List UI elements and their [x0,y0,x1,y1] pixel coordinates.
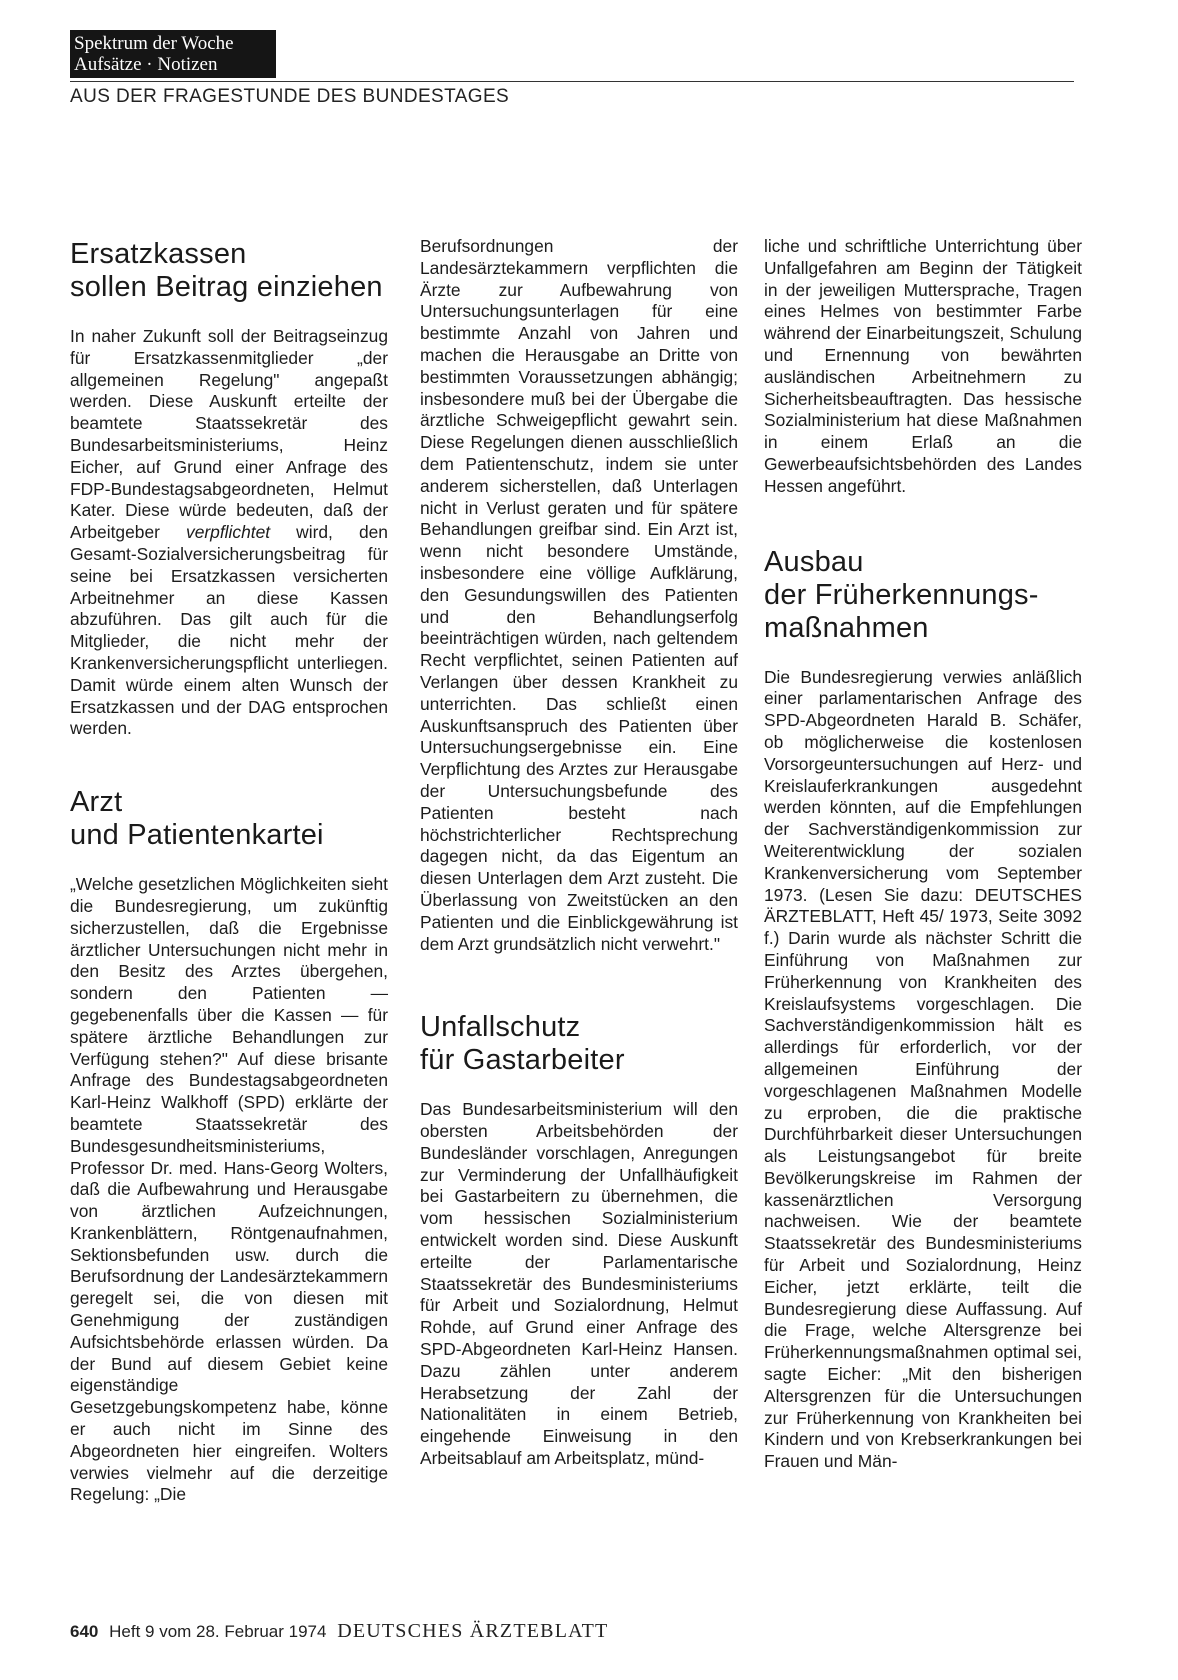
page-number: 640 [70,1622,99,1641]
title-line: Arzt [70,786,123,819]
title-line: Ersatzkassen [70,238,247,270]
page-footer [70,1620,608,1643]
column-3 [764,236,1082,1473]
article-body-ausbau: Die Bundesregierung verwies anläßlich einer parlamentarischen Anfrage des SPD-Abgeordneten Harald B. Schäfer, ob möglicherweise die kostenlosen Vorsorgeuntersuchungen auf Herz- und Kreislauferkrankungen ausgedehnt werden könnten, auf die Empfehlungen der Sachverständigenkommission zur Weiterentwicklung der sozialen Krankenversicherung vom September 1973. (Lesen Sie dazu: DEUTSCHES ÄRZTEBLATT, Heft 45/ 1973, Seite 3092 f.) Darin wurde als nächster Schritt die Einführung von Maßnahmen zur Früherkennung von Krankheiten des Kreislaufsystems vorgeschlagen. Die Sachverständigenkommission hält es allerdings für erforderlich, vor der allgemeinen Einführung der vorgeschlagenen Maßnahmen Modelle zu erproben, die die praktische Durchführbarkeit dieser Untersuchungen als Leistungsangebot für breite Bevölkerungskreise im Rahmen der kassenärztlichen Versorgung nachweisen. Wie der beamtete Staatssekretär des Bundesministeriums für Arbeit und Sozialordnung, Heinz Eicher, jetzt erklärte, teilt die Bundesregierung diese Auffassung. Auf die Frage, welche Altersgrenze bei Früherkennungsmaßnahmen optimal sei, sagte Eicher: „Mit den bisherigen Altersgrenzen für die Untersuchungen zur Früherkennung von Krankheiten bei Kindern und von Krebserkrankungen bei Frauen und Män- [764,666,1082,1472]
title-line: sollen Beitrag einziehen [70,271,383,303]
column-2 [420,236,738,1470]
article-body-arzt-part1: „Welche gesetzlichen Möglichkeiten sieht die Bundesregierung, um zukünftig sicherzustellen, daß die Ergebnisse ärztlicher Untersuchungen nicht mehr in den Besitz des Arztes übergehen, sondern den Patienten — gegebenenfalls über die Kassen — für spätere ärztliche Behandlungen zur Verfügung stehen?" Auf diese brisante Anfrage des Bundestagsabgeordneten Karl-Heinz Walkhoff (SPD) erklärte der beamtete Staatssekretär des Bundesgesundheitsministeriums, Professor Dr. med. Hans-Georg Wolters, daß die Aufbewahrung und Herausgabe von ärztlichen Aufzeichnungen, Krankenblättern, Röntgenaufnahmen, Sektionsbefunden usw. durch die Berufsordnung der Landesärztekammern geregelt sei, die von diesen mit Genehmigung der zuständigen Aufsichtsbehörde erlassen würden. Da der Bund auf diesem Gebiet keine eigenständige Gesetzgebungskompetenz habe, könne er auch nicht im Sinne des Abgeordneten hier eingreifen. Wolters verwies vielmehr auf die derzeitige Regelung: „Die [70,874,388,1505]
article-body-ersatzkassen [70,326,388,740]
article-title-ersatzkassen [70,238,388,304]
section-heading: AUS DER FRAGESTUNDE DES BUNDESTAGES [70,86,510,107]
badge-line-2: Aufsätze · Notizen [74,54,218,75]
title-line: der Früherkennungs- [764,578,1039,611]
article-body-arzt-part2: Berufsordnungen der Landesärztekammern verpflichten die Ärzte zur Aufbewahrung von Untersuchungsunterlagen für eine bestimmte Anzahl von Jahren und machen die Herausgabe an Dritte von bestimmten Voraussetzungen abhängig; insbesondere muß bei der Übergabe die ärztliche Schweigepflicht gewahrt sein. Diese Regelungen dienen ausschließlich dem Patientenschutz, indem sie unter anderem sicherstellen, daß Unterlagen nicht in Verlust geraten und für spätere Behandlungen greifbar sind. Ein Arzt ist, wenn nicht besondere Umstände, insbesondere eine völlige Aufklärung, den Gesundungswillen des Patienten und den Behandlungserfolg beeinträchtigen würden, nach geltendem Recht verpflichtet, seinen Patienten auf Verlangen über dessen Krankheit zu unterrichten. Das schließt einen Auskunftsanspruch des Patienten über Untersuchungsergebnisse ein. Eine Verpflichtung des Arztes zur Herausgabe der Untersuchungsbefunde des Patienten besteht nach höchstrichterlicher Rechtsprechung dagegen nicht, da das Eigentum an diesen Unterlagen dem Arzt zusteht. Die Überlassung von Zweitstücken an den Patienten und die Einblickgewährung ist dem Arzt grundsätzlich nicht verwehrt." [420,236,738,954]
section-badge [70,30,276,78]
body-text: In naher Zukunft soll der Beitragseinzug für Ersatzkassenmitglieder „der allgemeinen Regelung" angepaßt werden. Diese Auskunft erteilte der beamtete Staatssekretär des Bundesarbeitsministeriums, Heinz Eicher, auf Grund einer Anfrage des FDP-Bundestagsabgeordneten, Helmut Kater. Diese würde bedeuten, daß der Arbeitgeber [70,326,388,543]
title-line: Ausbau [764,545,864,578]
emphasis-text: verpflichtet [186,522,271,543]
journal-name: DEUTSCHES ÄRZTEBLATT [337,1620,609,1642]
header-rule [70,81,1074,82]
title-line: und Patientenkartei [70,819,324,852]
title-line: für Gastarbeiter [420,1044,625,1077]
article-title-unfallschutz [420,1011,738,1077]
column-1 [70,238,388,1506]
article-body-unfallschutz-part2: liche und schriftliche Unterrichtung über Unfallgefahren am Beginn der Tätigkeit in der jeweiligen Muttersprache, Tragen eines Helmes von bestimmter Farbe während der Einarbeitungszeit, Schulung und Ernennung von bewährten ausländischen Arbeitnehmern zu Sicherheitsbeauftragten. Das hessische Sozialministerium hat diese Maßnahmen in einem Erlaß an die Gewerbeaufsichtsbehörden des Landes Hessen angeführt. [764,236,1082,496]
title-line: Unfallschutz [420,1011,581,1044]
article-body-unfallschutz-part1: Das Bundesarbeitsministerium will den obersten Arbeitsbehörden der Bundesländer vorschlagen, Anregungen zur Verminderung der Unfallhäufigkeit bei Gastarbeitern zu übernehmen, die vom hessischen Sozialministerium entwickelt worden sind. Diese Auskunft erteilte der Parlamentarische Staatssekretär des Bundesministeriums für Arbeit und Sozialordnung, Helmut Rohde, auf Grund einer Anfrage des SPD-Abgeordneten Karl-Heinz Hansen. Dazu zählen unter anderem Herabsetzung der Zahl der Nationalitäten in einem Betrieb, eingehende Einweisung in den Arbeitsablauf am Arbeitsplatz, münd- [420,1099,738,1469]
title-line: maßnahmen [764,611,929,644]
body-text: wird, den Gesamt-Sozialversicherungsbeitrag für seine bei Ersatzkassen versicherten Arbeitnehmer an diese Kassen abzuführen. Das gilt auch für die Mitglieder, die nicht mehr der Krankenversicherungspflicht unterliegen. Damit würde einem alten Wunsch der Ersatzkassen und der DAG entsprochen werden. [70,522,388,739]
article-title-arzt [70,786,388,852]
badge-line-1: Spektrum der Woche [74,33,234,54]
issue-info: Heft 9 vom 28. Februar 1974 [109,1622,327,1641]
article-title-ausbau [764,546,1082,645]
